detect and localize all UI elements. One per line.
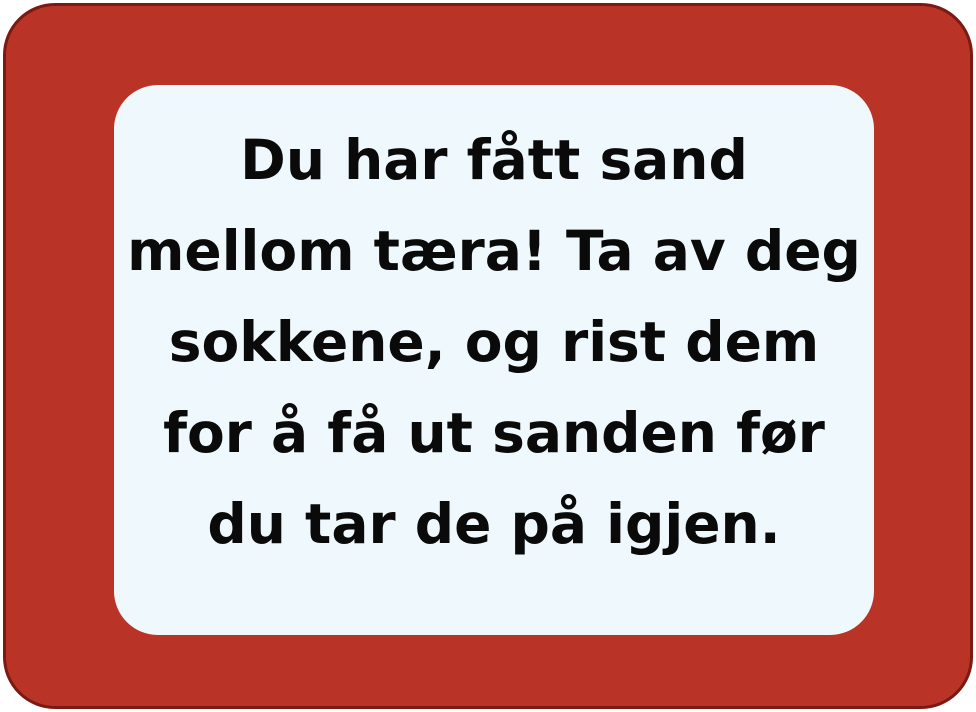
instruction-text: [124, 115, 864, 570]
message-panel: [114, 85, 874, 635]
instruction-line: Du har fått sand: [240, 127, 748, 192]
instruction-line: sokkene, og rist dem: [168, 309, 820, 374]
instruction-line: du tar de på igjen.: [207, 491, 781, 556]
instruction-card: [3, 3, 973, 709]
instruction-line: mellom tæra! Ta av deg: [127, 218, 861, 283]
instruction-line: for å få ut sanden før: [163, 400, 825, 465]
